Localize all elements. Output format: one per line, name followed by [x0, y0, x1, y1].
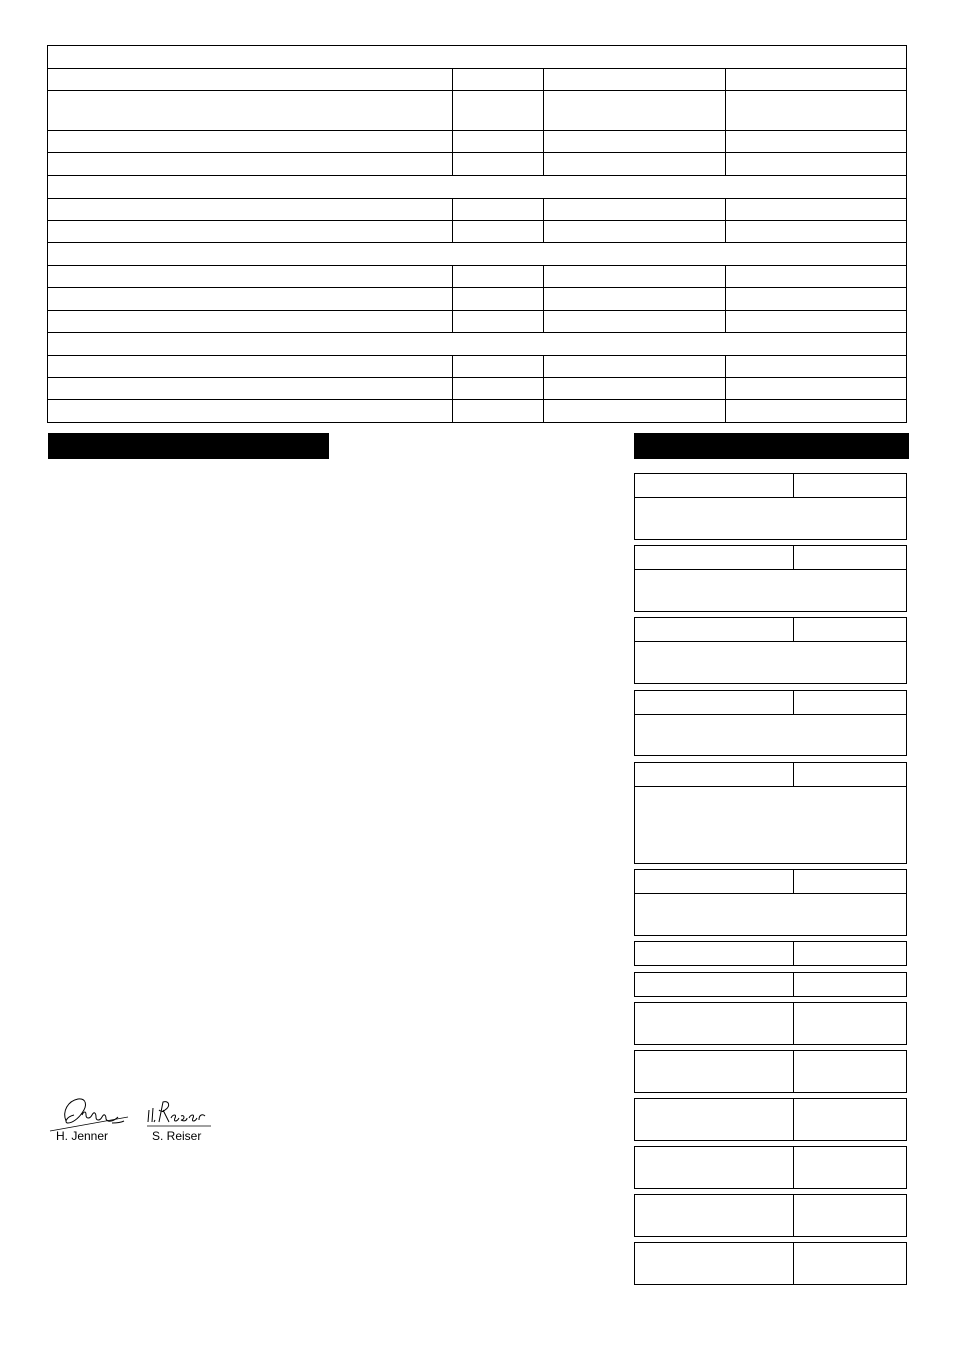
- info-value-cell: [793, 690, 907, 715]
- table-cell: [452, 377, 544, 400]
- info-value-cell: [793, 869, 907, 894]
- table-cell: [452, 220, 544, 243]
- info-label-cell: [634, 545, 794, 570]
- info-value-cell: [793, 972, 907, 997]
- table-cell: [543, 220, 726, 243]
- table-cell: [725, 198, 907, 221]
- info-label-cell: [634, 1242, 794, 1285]
- table-cell: [452, 130, 544, 153]
- info-value-cell: [793, 473, 907, 498]
- info-label-cell: [634, 972, 794, 997]
- table-cell: [452, 287, 544, 311]
- left-section-header-bar: [48, 433, 329, 459]
- info-text-box: [634, 641, 907, 684]
- table-cell: [543, 198, 726, 221]
- info-value-cell: [793, 762, 907, 787]
- table-cell: [47, 152, 453, 176]
- table-header-row: [47, 45, 907, 69]
- signature-reiser: [145, 1098, 215, 1132]
- table-cell: [725, 152, 907, 176]
- table-section-row: [47, 332, 907, 356]
- info-value-cell: [793, 617, 907, 642]
- info-text-box: [634, 497, 907, 540]
- info-label-cell: [634, 1002, 794, 1045]
- info-text-box: [634, 786, 907, 864]
- info-label-cell: [634, 473, 794, 498]
- table-cell: [725, 220, 907, 243]
- table-cell: [47, 90, 453, 131]
- table-cell: [452, 399, 544, 423]
- table-cell: [543, 152, 726, 176]
- table-cell: [725, 90, 907, 131]
- table-cell: [725, 287, 907, 311]
- table-cell: [452, 355, 544, 378]
- info-label-cell: [634, 869, 794, 894]
- signature-name-reiser: S. Reiser: [152, 1129, 202, 1143]
- table-cell: [543, 399, 726, 423]
- table-cell: [47, 265, 453, 288]
- table-cell: [47, 220, 453, 243]
- table-cell: [725, 130, 907, 153]
- table-cell: [543, 287, 726, 311]
- info-text-box: [634, 569, 907, 612]
- right-section-header-bar: [634, 433, 909, 459]
- info-value-cell: [793, 1146, 907, 1189]
- table-cell: [725, 377, 907, 400]
- table-cell: [452, 152, 544, 176]
- table-cell: [543, 68, 726, 91]
- table-cell: [452, 198, 544, 221]
- table-cell: [47, 399, 453, 423]
- table-cell: [543, 310, 726, 333]
- table-cell: [452, 265, 544, 288]
- table-cell: [725, 399, 907, 423]
- info-label-cell: [634, 1098, 794, 1141]
- info-label-cell: [634, 617, 794, 642]
- table-cell: [725, 265, 907, 288]
- info-value-cell: [793, 545, 907, 570]
- table-cell: [725, 310, 907, 333]
- table-cell: [543, 90, 726, 131]
- info-label-cell: [634, 1194, 794, 1237]
- info-label-cell: [634, 1050, 794, 1093]
- table-cell: [543, 265, 726, 288]
- signature-name-jenner: H. Jenner: [56, 1129, 109, 1143]
- table-cell: [543, 355, 726, 378]
- info-value-cell: [793, 1002, 907, 1045]
- table-cell: [543, 130, 726, 153]
- table-cell: [47, 355, 453, 378]
- info-label-cell: [634, 690, 794, 715]
- info-value-cell: [793, 1194, 907, 1237]
- table-cell: [47, 68, 453, 91]
- info-value-cell: [793, 941, 907, 966]
- table-cell: [452, 310, 544, 333]
- table-section-row: [47, 242, 907, 266]
- info-value-cell: [793, 1098, 907, 1141]
- info-label-cell: [634, 941, 794, 966]
- table-cell: [725, 68, 907, 91]
- info-label-cell: [634, 762, 794, 787]
- table-cell: [47, 287, 453, 311]
- table-cell: [47, 198, 453, 221]
- signature-jenner: [48, 1093, 138, 1133]
- table-cell: [47, 377, 453, 400]
- info-text-box: [634, 893, 907, 936]
- table-cell: [543, 377, 726, 400]
- table-cell: [47, 130, 453, 153]
- info-text-box: [634, 714, 907, 756]
- table-section-row: [47, 175, 907, 199]
- table-cell: [452, 90, 544, 131]
- info-value-cell: [793, 1242, 907, 1285]
- table-cell: [725, 355, 907, 378]
- info-value-cell: [793, 1050, 907, 1093]
- table-cell: [47, 310, 453, 333]
- table-cell: [452, 68, 544, 91]
- info-label-cell: [634, 1146, 794, 1189]
